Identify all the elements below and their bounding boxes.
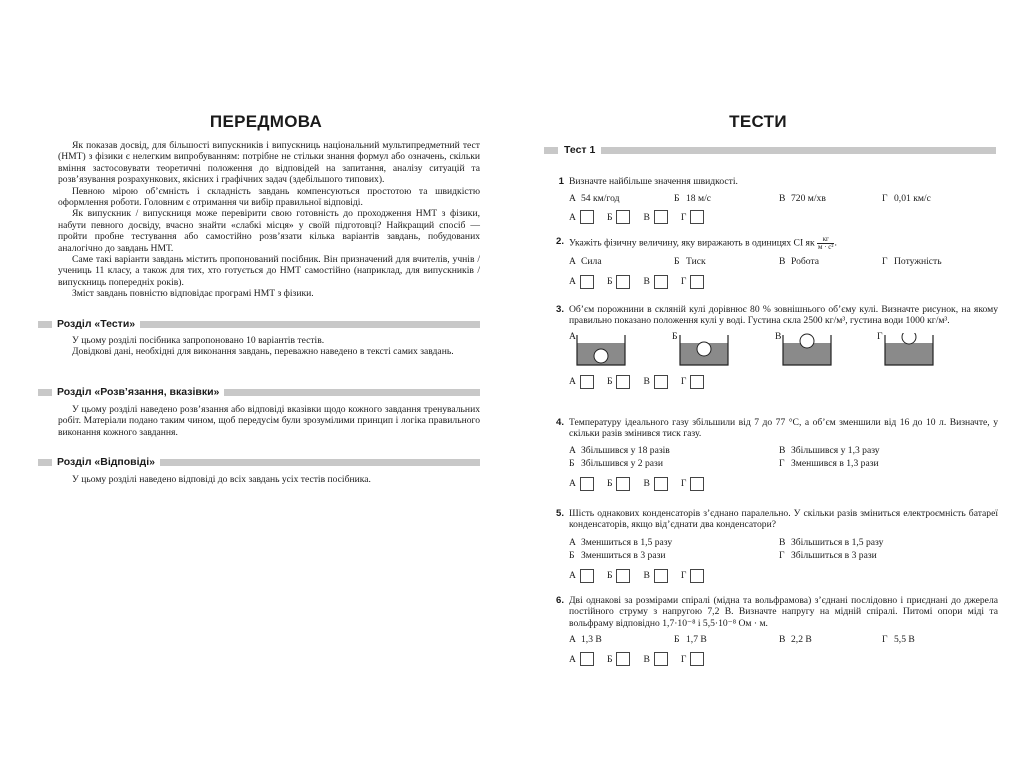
question-number: 1 — [558, 176, 564, 187]
answer-letter: Б — [606, 570, 613, 582]
answer-letter: В — [643, 376, 650, 388]
answer-box-v[interactable] — [654, 275, 668, 289]
answer-row — [569, 652, 998, 666]
question-5 — [552, 508, 998, 583]
header-bar — [160, 459, 480, 466]
answer-letter: Г — [680, 376, 687, 388]
header-bar — [140, 321, 480, 328]
option-v: В 2,2 В — [779, 634, 812, 646]
section-header-answers — [38, 456, 480, 468]
answer-row — [569, 275, 998, 289]
answer-letter: Б — [606, 376, 613, 388]
unit-fraction: $\frac{кг}{\text{м · с²}}$ — [818, 235, 834, 251]
options-row — [569, 634, 998, 647]
answer-box-v[interactable] — [654, 569, 668, 583]
figure-label: В — [775, 330, 782, 342]
header-bar — [224, 389, 480, 396]
answer-letter: А — [569, 276, 576, 288]
question-1 — [552, 176, 998, 224]
intro-paragraph: Саме такі варіанти завдань містить пропонований посібник. Він призначений для вчителів, учнів / учениць 11 класу, а також для тих, хто готується до НМТ самостійно (наприклад, для випускників / випускниць попередніх років). — [58, 254, 480, 288]
question-text: Шість однакових конденсаторів з’єднано паралельно. У скільки разів зміниться електроємність батареї конденсаторів, якщо від’єднати два конденсатори? — [569, 508, 998, 531]
answer-letter: А — [569, 653, 576, 665]
answer-letter: Б — [606, 478, 613, 490]
section-header-tests — [38, 318, 480, 330]
option-g: Г Збільшиться в 3 рази — [779, 549, 877, 561]
question-text: Температуру ідеального газу збільшили від 7 до 77 °С, а об’єм зменшили від 16 до 10 л. Визначте, у скільки разів змінився тиск газу. — [569, 417, 998, 440]
section-text-tests — [58, 335, 480, 358]
answer-letter: А — [569, 376, 576, 388]
answer-box-a[interactable] — [580, 375, 594, 389]
answer-box-a[interactable] — [580, 569, 594, 583]
beaker-v-image — [775, 330, 837, 367]
answer-letter: Г — [680, 211, 687, 223]
answer-box-a[interactable] — [580, 652, 594, 666]
section-text-answers — [58, 474, 480, 485]
answer-box-v[interactable] — [654, 477, 668, 491]
test-label: Тест 1 — [564, 144, 596, 156]
question-text: Дві однакові за розмірами спіралі (мідна та вольфрамова) з’єднані послідовно і приєднані до джерела постійного струму з напругою 7,2 В. Визначте напругу на мідній спіралі. Питомі опори міді та вольфраму відповідно 1,7·10⁻⁸ і 5,5·10⁻⁸ Ом · м. — [569, 595, 998, 629]
option-v: В Збільшився у 1,3 разу — [779, 444, 880, 456]
header-bar — [544, 147, 558, 154]
answer-letter: А — [569, 478, 576, 490]
answer-row — [569, 569, 998, 583]
page-title-foreword: ПЕРЕДМОВА — [209, 112, 323, 131]
answer-box-a[interactable] — [580, 275, 594, 289]
option-g: Г 5,5 В — [882, 634, 915, 646]
option-v: В Збільшиться в 1,5 разу — [779, 536, 884, 548]
header-bar — [38, 389, 52, 396]
option-g: Г 0,01 км/с — [882, 193, 931, 205]
section-header-solutions — [38, 386, 480, 398]
question-text: Визначте найбільше значення швидкості. — [569, 176, 738, 187]
option-v: В Робота — [779, 256, 820, 267]
figure-label: А — [569, 330, 576, 342]
section-text-solutions — [58, 404, 480, 438]
answer-letter: В — [643, 211, 650, 223]
answer-letter: Б — [606, 211, 613, 223]
figure-label: Б — [672, 330, 678, 342]
answer-box-g[interactable] — [690, 375, 704, 389]
question-number: 2. — [555, 236, 564, 247]
answer-box-b[interactable] — [616, 210, 630, 224]
answer-letter: Г — [680, 570, 687, 582]
answer-box-v[interactable] — [654, 652, 668, 666]
answer-letter: В — [643, 570, 650, 582]
question-3 — [552, 304, 998, 389]
answer-box-b[interactable] — [616, 275, 630, 289]
question-4 — [552, 417, 998, 491]
answer-letter: Г — [680, 276, 687, 288]
answer-box-b[interactable] — [616, 375, 630, 389]
options-row — [569, 256, 998, 269]
question-number: 4. — [555, 417, 564, 428]
right-page — [512, 0, 1024, 768]
answer-box-g[interactable] — [690, 652, 704, 666]
section-paragraph: У цьому розділі посібника запропоновано 10 варіантів тестів. — [72, 335, 325, 346]
beaker-a-image — [569, 330, 631, 367]
options-grid — [569, 445, 998, 471]
section-paragraph: У цьому розділі наведено відповіді до всіх завдань усіх тестів посібника. — [72, 474, 371, 485]
header-bar — [38, 321, 52, 328]
option-a: А Зменшиться в 1,5 разу — [569, 536, 673, 548]
answer-letter: В — [643, 276, 650, 288]
option-g: Г Зменшився в 1,3 рази — [779, 457, 879, 469]
option-a: А 1,3 В — [569, 634, 602, 646]
intro-paragraph: Певною мірою об’ємність і складність завдань компенсуються простотою та швидкістю оформлення роботи. Головним є отримання чи вибір правильної відповіді. — [58, 185, 480, 209]
answer-letter: Г — [680, 478, 687, 490]
header-bar — [601, 147, 996, 154]
option-a: А 54 км/год — [569, 193, 620, 205]
answer-letter: В — [643, 653, 650, 665]
answer-row — [569, 375, 998, 389]
section-title: Розділ «Відповіді» — [57, 456, 155, 468]
answer-box-g[interactable] — [690, 275, 704, 289]
answer-row — [569, 477, 998, 491]
answer-row — [569, 210, 998, 224]
beaker-b-image — [672, 330, 734, 367]
answer-letter: Б — [606, 653, 613, 665]
answer-box-g[interactable] — [690, 569, 704, 583]
options-row — [569, 193, 998, 206]
option-b: Б Зменшиться в 3 рази — [569, 549, 666, 561]
answer-box-a[interactable] — [580, 477, 594, 491]
option-b: Б Збільшився у 2 рази — [569, 457, 663, 469]
options-grid — [569, 537, 998, 563]
option-a: А Збільшився у 18 разів — [569, 444, 670, 456]
answer-letter: В — [643, 478, 650, 490]
answer-box-g[interactable] — [690, 210, 704, 224]
answer-letter: А — [569, 570, 576, 582]
page-title-tests: ТЕСТИ — [729, 112, 787, 131]
question-number: 5. — [555, 508, 564, 519]
beaker-g-image — [877, 330, 939, 367]
intro-paragraph: Як показав досвід, для більшості випускників і випускниць національний мультипредметний тест (НМТ) з фізики є нелегким випробуванням: потрібне не стільки знання формул або означень, скільки вміння застосовувати теоретичні положення до відповідей на запитання, аналізу ситуацій та розв’язування розрахункових, якісних і графічних задач (здебільшого типових). — [58, 140, 480, 186]
option-b: Б 1,7 В — [674, 634, 707, 646]
answer-box-v[interactable] — [654, 210, 668, 224]
intro-paragraph: Зміст завдань повністю відповідає програмі НМТ з фізики. — [72, 288, 314, 300]
answer-letter: Б — [606, 276, 613, 288]
question-number: 3. — [555, 304, 564, 315]
figure-label: Г — [877, 330, 883, 342]
question-text: Об’єм порожнини в скляній кулі дорівнює 80 % зовнішнього об’єму кулі. Визначте рисунок, на якому правильно показано положення кулі у воді. Густина скла 2500 кг/м³, густина води 1000 кг/м³. — [569, 304, 998, 327]
option-v: В 720 м/хв — [779, 193, 826, 205]
test-1-header — [544, 144, 996, 156]
header-bar — [38, 459, 52, 466]
answer-box-b[interactable] — [616, 569, 630, 583]
question-text: Укажіть фізичну величину, яку виражають в одиницях СІ як $\frac{кг}{\text{м · с²}}$ . — [569, 235, 837, 251]
option-b: Б 18 м/с — [674, 193, 711, 205]
section-paragraph: У цьому розділі наведено розв’язання або відповіді вказівки щодо кожного завдання тренувальних робіт. Матеріали подано таким чином, щоб передусім були зрозумілими принцип і логіка правильного виконання кожного завдання. — [58, 404, 480, 438]
section-paragraph: Довідкові дані, необхідні для виконання завдань, переважно наведено в тексті самих завдань. — [72, 346, 454, 358]
section-title: Розділ «Розв’язання, вказівки» — [57, 386, 220, 398]
answer-box-a[interactable] — [580, 210, 594, 224]
question-2 — [552, 236, 998, 289]
question-number: 6. — [555, 595, 564, 606]
answer-box-b[interactable] — [616, 652, 630, 666]
intro-paragraph: Як випускник / випускниця може перевірити свою готовність до проходження НМТ з фізики, набути певного досвіду, вчасно знайти «слабкі місця» у своїй підготовці? Найкращий спосіб — пройти пробне тестування або самостійно розв’язати кілька варіантів завдань, побудованих аналогічно до завдань НМТ. — [58, 208, 480, 254]
answer-box-g[interactable] — [690, 477, 704, 491]
answer-box-v[interactable] — [654, 375, 668, 389]
section-title: Розділ «Тести» — [57, 318, 136, 330]
answer-box-b[interactable] — [616, 477, 630, 491]
option-a: А Сила — [569, 256, 602, 267]
question-6 — [552, 595, 998, 666]
answer-letter: Г — [680, 653, 687, 665]
answer-letter: А — [569, 211, 576, 223]
foreword-intro — [58, 140, 480, 300]
option-g: Г Потужність — [882, 256, 942, 267]
beaker-figures — [569, 331, 998, 367]
option-b: Б Тиск — [674, 256, 706, 267]
